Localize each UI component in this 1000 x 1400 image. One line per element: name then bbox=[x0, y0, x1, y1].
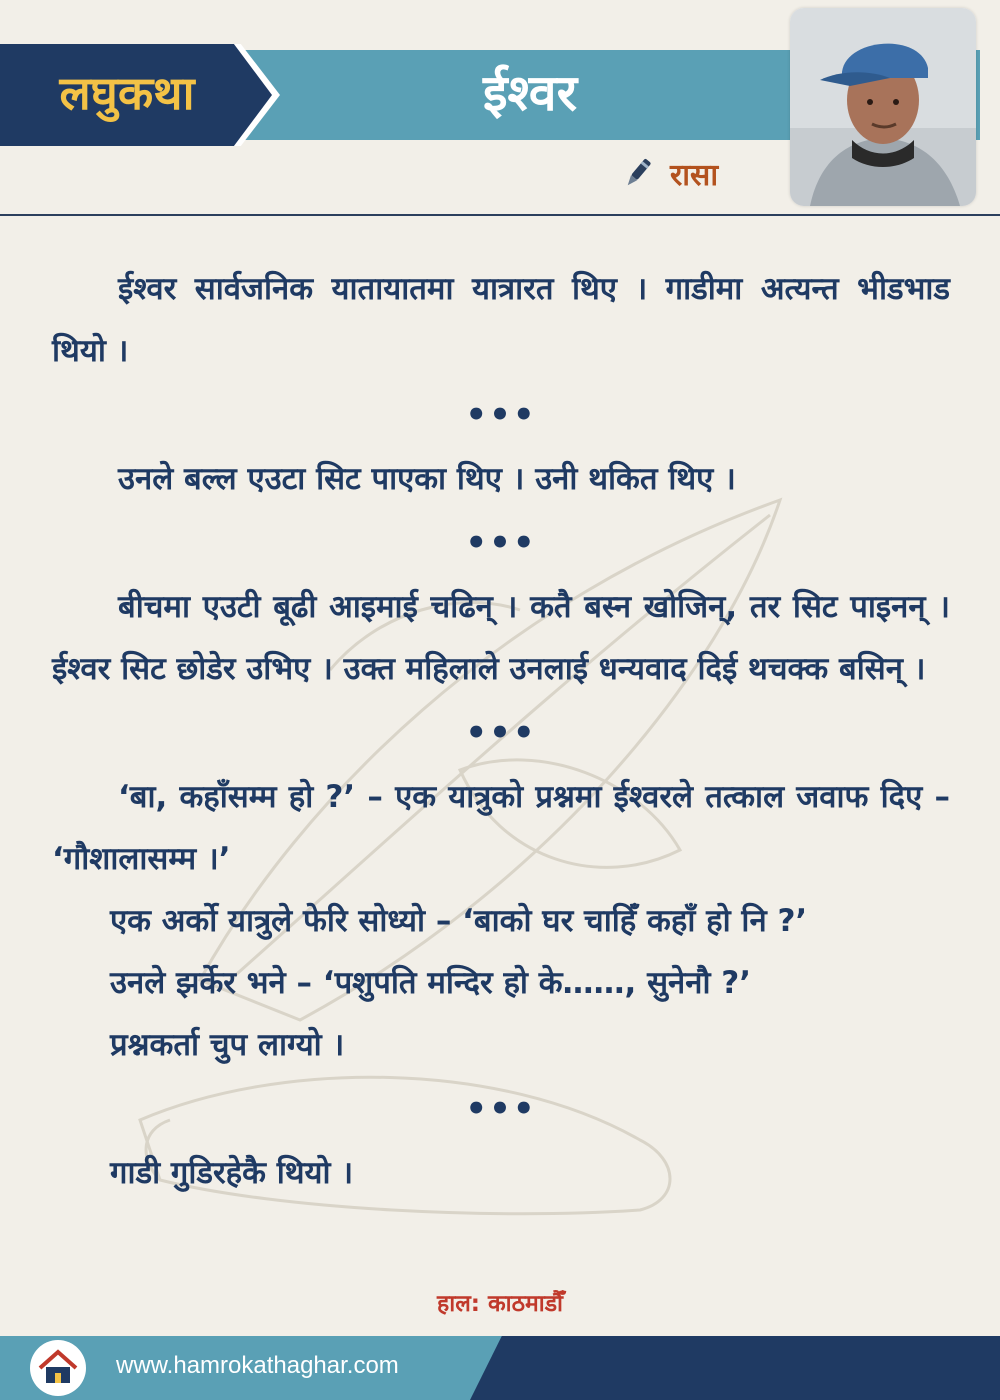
story-paragraph-3: बीचमा एउटी बूढी आइमाई चढिन् । कतै बस्न खोजिन्, तर सिट पाइनन् । ईश्वर सिट छोडेर उभिए । उक्त महिलाले उनलाई धन्यवाद दिई थचक्क बसिन् । bbox=[52, 589, 950, 687]
story-body bbox=[52, 258, 950, 1204]
author-byline bbox=[620, 150, 718, 196]
section-separator: ••• bbox=[465, 523, 537, 563]
story-paragraph-2: उनले बल्ल एउटा सिट पाएका थिए । उनी थकित थिए । bbox=[118, 461, 736, 497]
author-name: रासा bbox=[670, 157, 719, 193]
story-paragraph-1: ईश्वर सार्वजनिक यातायातमा यात्रारत थिए । गाडीमा अत्यन्त भीडभाड थियो । bbox=[52, 271, 950, 369]
author-photo bbox=[790, 8, 976, 206]
section-separator: ••• bbox=[465, 1089, 537, 1129]
portrait-image bbox=[790, 8, 976, 206]
website-link[interactable]: www.hamrokathaghar.com bbox=[116, 1352, 399, 1379]
author-location: हाल: काठमाडौँ bbox=[437, 1291, 563, 1317]
story-line-6: उनले झर्केर भने – ‘पशुपति मन्दिर हो के……, सुनेनौ ?’ bbox=[110, 965, 752, 1001]
story-line-5: एक अर्को यात्रुले फेरि सोध्यो – ‘बाको घर चाहिँ कहाँ हो नि ?’ bbox=[110, 903, 808, 939]
header-divider bbox=[0, 214, 1000, 216]
story-title: ईश्वर bbox=[482, 64, 578, 122]
footer-accent bbox=[470, 1336, 1000, 1400]
section-separator: ••• bbox=[465, 395, 537, 435]
section-separator: ••• bbox=[465, 713, 537, 753]
house-logo-icon bbox=[30, 1340, 86, 1396]
pen-icon bbox=[620, 155, 656, 191]
story-line-7: प्रश्नकर्ता चुप लाग्यो । bbox=[110, 1027, 345, 1063]
story-paragraph-4: ‘बा, कहाँसम्म हो ?’ – एक यात्रुको प्रश्नमा ईश्वरले तत्काल जवाफ दिए – ‘गौशालासम्म ।’ bbox=[52, 779, 950, 877]
story-line-8: गाडी गुडिरहेकै थियो । bbox=[110, 1155, 354, 1191]
genre-label: लघुकथा bbox=[59, 66, 195, 120]
